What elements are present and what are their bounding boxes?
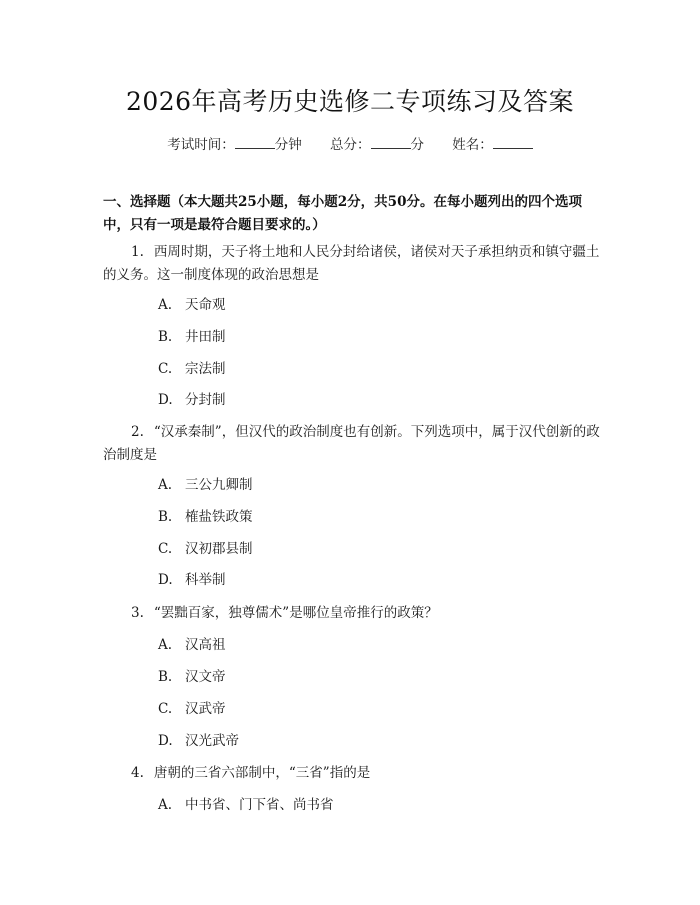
option-text: 汉高祖 <box>185 637 226 653</box>
option-letter: D. <box>158 392 173 408</box>
option-letter: D. <box>158 733 173 749</box>
option-text: 天命观 <box>185 297 226 313</box>
score-label: 总分： <box>330 137 371 153</box>
option-letter: B. <box>158 669 173 685</box>
option-text: 汉光武帝 <box>185 733 239 749</box>
option-letter: C. <box>158 541 173 557</box>
question-stem <box>103 762 608 785</box>
option-text: 汉文帝 <box>185 669 226 685</box>
name-field <box>452 133 533 153</box>
option-item <box>158 571 226 589</box>
option-item <box>158 636 226 654</box>
question-number: 2. <box>131 424 144 440</box>
score-unit: 分 <box>410 137 424 153</box>
option-text: 科举制 <box>185 572 226 588</box>
question-number: 1. <box>131 244 144 260</box>
option-item <box>158 668 226 686</box>
score-field <box>330 133 424 153</box>
time-unit: 分钟 <box>274 137 302 153</box>
option-letter: C. <box>158 701 173 717</box>
option-text: 三公九卿制 <box>185 477 253 493</box>
section-heading: 一、选择题（本大题共25小题，每小题2分，共50分。在每小题列出的四个选项中，只有一项是最符合题目要求的。） <box>103 194 582 233</box>
option-letter: A. <box>158 297 173 313</box>
option-letter: D. <box>158 572 173 588</box>
option-item <box>158 328 226 346</box>
option-letter: C. <box>158 361 173 377</box>
option-letter: A. <box>158 477 173 493</box>
option-text: 中书省、门下省、尚书省 <box>185 797 334 813</box>
option-text: 井田制 <box>185 329 226 345</box>
score-blank <box>371 136 411 149</box>
option-item <box>158 732 239 750</box>
option-text: 宗法制 <box>185 361 226 377</box>
option-letter: B. <box>158 329 173 345</box>
option-letter: B. <box>158 509 173 525</box>
option-item <box>158 391 226 409</box>
question-text: “汉承秦制”，但汉代的政治制度也有创新。下列选项中，属于汉代创新的政治制度是 <box>103 424 600 463</box>
option-letter: A. <box>158 637 173 653</box>
question-text: 西周时期，天子将土地和人民分封给诸侯，诸侯对天子承担纳贡和镇守疆土的义务。这一制度体现的政治思想是 <box>103 244 600 283</box>
option-text: 分封制 <box>185 392 226 408</box>
time-field <box>167 133 302 153</box>
option-item <box>158 360 226 378</box>
page-title: 2026年高考历史选修二专项练习及答案 <box>125 87 575 116</box>
time-label: 考试时间： <box>167 137 235 153</box>
question-number: 4. <box>131 765 144 781</box>
question-text: 唐朝的三省六部制中，“三省”指的是 <box>153 765 371 781</box>
question-stem <box>103 602 608 625</box>
question-stem <box>103 241 608 287</box>
question-number: 3. <box>131 605 144 621</box>
option-text: 汉武帝 <box>185 701 226 717</box>
option-item <box>158 476 253 494</box>
option-item <box>158 508 253 526</box>
option-text: 榷盐铁政策 <box>185 509 253 525</box>
option-item <box>158 796 334 814</box>
name-blank <box>493 136 533 149</box>
exam-meta <box>0 133 700 153</box>
option-item <box>158 700 226 718</box>
option-letter: A. <box>158 797 173 813</box>
question-text: “罢黜百家，独尊儒术”是哪位皇帝推行的政策？ <box>153 605 438 621</box>
option-item <box>158 296 226 314</box>
question-stem <box>103 421 608 467</box>
option-text: 汉初郡县制 <box>185 541 253 557</box>
time-blank <box>235 136 275 149</box>
name-label: 姓名： <box>452 137 493 153</box>
option-item <box>158 540 253 558</box>
